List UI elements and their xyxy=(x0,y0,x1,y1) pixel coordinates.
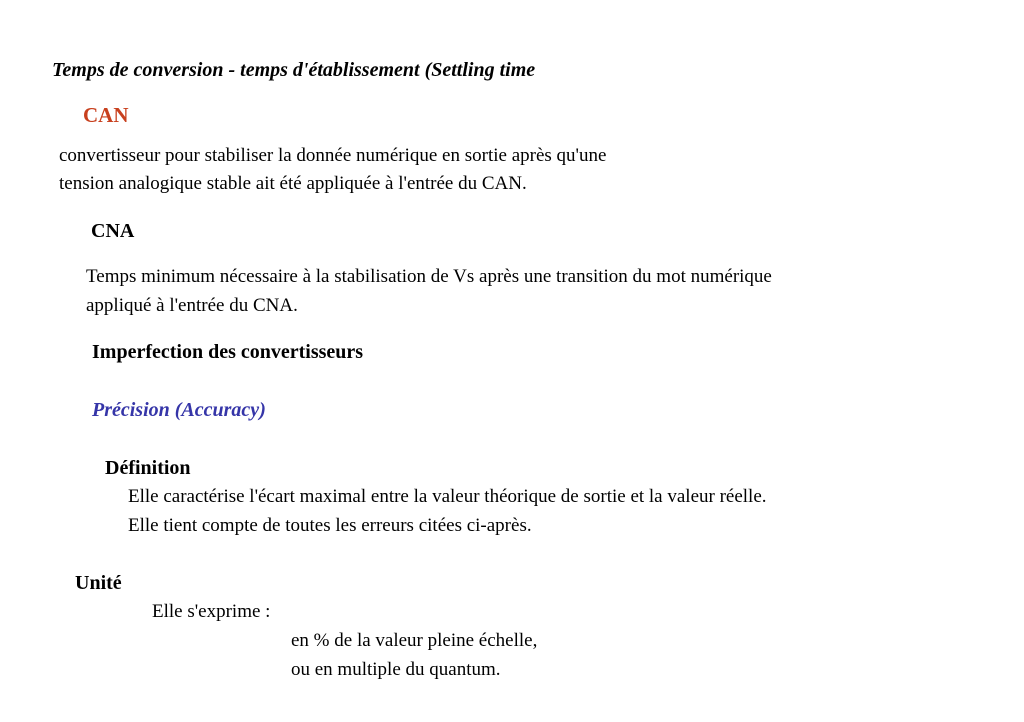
cna-heading: CNA xyxy=(91,220,135,242)
cna-text-line-1: Temps minimum nécessaire à la stabilisation de Vs après une transition du mot numérique xyxy=(86,266,772,287)
unite-text-line-2: en % de la valeur pleine échelle, xyxy=(291,630,538,651)
can-text-line-1: convertisseur pour stabiliser la donnée numérique en sortie après qu'une xyxy=(59,145,607,166)
can-heading: CAN xyxy=(83,103,129,127)
definition-heading: Définition xyxy=(105,457,191,479)
imperfection-heading: Imperfection des convertisseurs xyxy=(92,341,364,363)
definition-text-line-2: Elle tient compte de toutes les erreurs citées ci-après. xyxy=(128,515,532,536)
definition-text-line-1: Elle caractérise l'écart maximal entre la valeur théorique de sortie et la valeur réelle. xyxy=(128,486,767,507)
unite-text-line-3: ou en multiple du quantum. xyxy=(291,659,501,680)
unite-text-line-1: Elle s'exprime : xyxy=(152,601,271,622)
slide-title: Temps de conversion - temps d'établissement (Settling time xyxy=(52,59,536,81)
can-text-line-2: tension analogique stable ait été appliquée à l'entrée du CAN. xyxy=(59,173,527,194)
cna-text-line-2: appliqué à l'entrée du CNA. xyxy=(86,295,298,316)
precision-heading: Précision (Accuracy) xyxy=(92,399,266,421)
unite-heading: Unité xyxy=(75,572,122,594)
